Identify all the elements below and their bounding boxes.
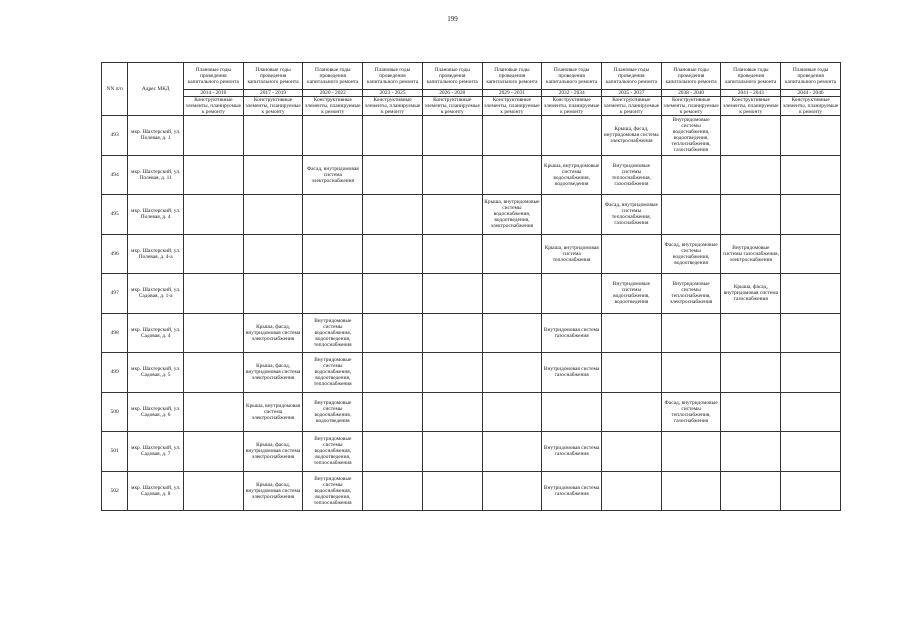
header-elements-label: Конструктивные элементы, планируемые к ремонту [303,97,363,116]
row-address: мкр. Шахтерский, ул. Садовая, д. 7 [128,432,184,472]
row-number: 500 [102,392,128,432]
row-number: 499 [102,353,128,393]
repair-elements-cell [183,432,243,472]
repair-elements-cell [781,471,841,511]
row-address: мкр. Шахтерский, ул. Садовая, д. 4 [128,313,184,353]
repair-elements-cell: Внутридомовые системы водоснабжения, водоотведения [602,274,662,314]
repair-elements-cell [602,353,662,393]
repair-elements-cell [602,313,662,353]
row-number: 501 [102,432,128,472]
row-address: мкр. Шахтерский, ул. Садовая, д. 6 [128,392,184,432]
repair-elements-cell [422,392,482,432]
repair-elements-cell [482,155,542,195]
header-period-title: Плановые годы проведения капитального ремонта [303,63,363,90]
repair-elements-cell [721,392,781,432]
row-address: мкр. Шахтерский, ул. Садовая, д. 5 [128,353,184,393]
row-address: мкр. Шахтерский, ул. Садовая, д. 1-а [128,274,184,314]
repair-elements-cell [781,116,841,156]
repair-elements-cell [602,432,662,472]
row-address: мкр. Шахтерский, ул. Садовая, д. 8 [128,471,184,511]
header-period-years: 2035 - 2037 [602,90,662,97]
repair-elements-cell [661,313,721,353]
repair-elements-cell [661,353,721,393]
row-address: мкр. Шахтерский, ул. Полевая, д. 11 [128,155,184,195]
header-elements-label: Конструктивные элементы, планируемые к ремонту [661,97,721,116]
repair-elements-cell [363,116,423,156]
header-elements-label: Конструктивные элементы, планируемые к ремонту [422,97,482,116]
repair-elements-cell [661,471,721,511]
repair-elements-cell [363,353,423,393]
repair-elements-cell [602,392,662,432]
repair-elements-cell [183,274,243,314]
page-number: 199 [447,15,458,23]
repair-elements-cell [721,116,781,156]
repair-elements-cell [542,274,602,314]
repair-elements-cell [721,155,781,195]
repair-elements-cell [183,353,243,393]
repair-elements-cell: Внутридомовые системы водоснабжения, водоотведения, теплоснабжения [303,432,363,472]
header-period-years: 2026 - 2028 [422,90,482,97]
header-elements-label: Конструктивные элементы, планируемые к ремонту [482,97,542,116]
repair-elements-cell [482,432,542,472]
header-period-title: Плановые годы проведения капитального ремонта [661,63,721,90]
repair-elements-cell [482,313,542,353]
repair-elements-cell: Крыша, внутридомовые системы водоснабжения, водоотведения, электроснабжения [482,195,542,235]
repair-elements-cell [721,313,781,353]
row-number: 497 [102,274,128,314]
row-address: мкр. Шахтерский, ул. Полевая, д. 1 [128,116,184,156]
capital-repair-table [101,62,841,511]
header-elements-label: Конструктивные элементы, планируемые к ремонту [721,97,781,116]
repair-elements-cell [721,195,781,235]
table-row [102,155,841,195]
header-period-title: Плановые годы проведения капитального ремонта [542,63,602,90]
header-period-title: Плановые годы проведения капитального ремонта [183,63,243,90]
header-elements-label: Конструктивные элементы, планируемые к ремонту [781,97,841,116]
repair-elements-cell: Внутридомовые системы газоснабжения, электроснабжения [721,234,781,274]
repair-elements-cell: Внутридомовая система газоснабжения [542,432,602,472]
repair-elements-cell [602,471,662,511]
repair-elements-cell: Внутридомовая система газоснабжения [542,471,602,511]
repair-elements-cell [363,392,423,432]
repair-elements-cell [422,274,482,314]
header-elements-label: Конструктивные элементы, планируемые к ремонту [602,97,662,116]
table-row [102,116,841,156]
header-number: NN п/п [102,63,128,116]
repair-elements-cell [183,471,243,511]
table-row [102,274,841,314]
repair-elements-cell: Внутридомовые системы водоснабжения, водоотведения, теплоснабжения [303,313,363,353]
repair-elements-cell [183,116,243,156]
repair-elements-cell [482,392,542,432]
header-period-years: 2014 - 2016 [183,90,243,97]
row-address: мкр. Шахтерский, ул. Полевая, д. 4 [128,195,184,235]
repair-elements-cell [303,116,363,156]
table-row [102,471,841,511]
repair-elements-cell: Крыша, внутридомовая система теплоснабжения [542,234,602,274]
header-period-years: 2041 - 2043 [721,90,781,97]
repair-elements-cell [482,274,542,314]
repair-elements-cell [303,274,363,314]
repair-elements-cell [661,155,721,195]
repair-elements-cell [721,353,781,393]
repair-elements-cell [422,313,482,353]
header-elements-label: Конструктивные элементы, планируемые к ремонту [183,97,243,116]
repair-elements-cell: Внутридомовые системы водоснабжения, водоотведения, теплоснабжения [303,353,363,393]
row-address: мкр. Шахтерский, ул. Полевая, д. 4-а [128,234,184,274]
repair-elements-cell: Внутридомовые системы теплоснабжения, электроснабжения [661,274,721,314]
repair-elements-cell [243,234,303,274]
table-row [102,313,841,353]
repair-elements-cell [661,195,721,235]
header-period-years: 2029 - 2031 [482,90,542,97]
repair-elements-cell: Крыша, фасад, внутридомовая система электроснабжения [243,432,303,472]
header-elements-label: Конструктивные элементы, планируемые к ремонту [243,97,303,116]
header-period-years: 2032 - 2034 [542,90,602,97]
header-period-years: 2017 - 2019 [243,90,303,97]
header-period-title: Плановые годы проведения капитального ремонта [781,63,841,90]
repair-elements-cell: Крыша, фасад, внутридомовая система электроснабжения [602,116,662,156]
repair-elements-cell: Крыша, внутридомовая система электроснабжения [243,392,303,432]
repair-elements-cell [781,313,841,353]
repair-elements-cell: Фасад, внутридомовые системы теплоснабжения, газоснабжения [661,392,721,432]
repair-elements-cell [363,313,423,353]
repair-elements-cell: Крыша, фасад, внутридомовая система электроснабжения [243,353,303,393]
repair-elements-cell [303,195,363,235]
table-row [102,353,841,393]
repair-elements-cell [781,155,841,195]
repair-elements-cell [602,234,662,274]
repair-elements-cell [422,195,482,235]
repair-elements-cell: Внутридомовые системы водоснабжения, водоотведения [303,392,363,432]
repair-elements-cell: Фасад, внутридомовая система электроснабжения [303,155,363,195]
row-number: 493 [102,116,128,156]
repair-elements-cell [781,195,841,235]
repair-elements-cell [303,234,363,274]
repair-elements-cell [422,234,482,274]
repair-elements-cell [781,432,841,472]
repair-elements-cell [422,471,482,511]
repair-elements-cell [422,353,482,393]
repair-elements-cell [243,195,303,235]
repair-elements-cell [661,432,721,472]
header-period-years: 2044 - 2046 [781,90,841,97]
table-row [102,234,841,274]
repair-elements-cell [183,234,243,274]
repair-elements-cell [363,155,423,195]
repair-elements-cell: Крыша, фасад, внутридомовая система электроснабжения [243,313,303,353]
repair-elements-cell [482,353,542,393]
repair-elements-cell: Крыша, внутридомовые системы водоснабжения, водоотведения [542,155,602,195]
repair-elements-cell [422,432,482,472]
repair-elements-cell: Внутридомовые системы теплоснабжения, газоснабжения [602,155,662,195]
repair-elements-cell: Крыша, фасад, внутридомовая система электроснабжения [243,471,303,511]
repair-elements-cell [183,195,243,235]
row-number: 502 [102,471,128,511]
repair-elements-cell [363,234,423,274]
repair-elements-cell [781,234,841,274]
table-row [102,195,841,235]
repair-elements-cell [183,392,243,432]
header-address: Адрес МКД [128,63,184,116]
repair-elements-cell [422,116,482,156]
row-number: 495 [102,195,128,235]
row-number: 494 [102,155,128,195]
header-period-title: Плановые годы проведения капитального ремонта [363,63,423,90]
repair-elements-cell [721,432,781,472]
table-row [102,392,841,432]
repair-elements-cell [482,471,542,511]
repair-elements-cell [781,353,841,393]
repair-elements-cell [542,392,602,432]
header-period-title: Плановые годы проведения капитального ремонта [482,63,542,90]
header-period-title: Плановые годы проведения капитального ремонта [422,63,482,90]
repair-elements-cell: Крыша, фасад, внутридомовая система газоснабжения [721,274,781,314]
header-period-title: Плановые годы проведения капитального ремонта [602,63,662,90]
repair-elements-cell [363,195,423,235]
repair-elements-cell: Фасад, внутридомовые системы теплоснабжения, газоснабжения [602,195,662,235]
repair-elements-cell [781,392,841,432]
repair-elements-cell: Внутридомовая система газоснабжения [542,313,602,353]
header-period-title: Плановые годы проведения капитального ремонта [721,63,781,90]
repair-elements-cell [542,116,602,156]
repair-elements-cell [422,155,482,195]
row-number: 496 [102,234,128,274]
repair-elements-cell [721,471,781,511]
table-row [102,432,841,472]
header-elements-label: Конструктивные элементы, планируемые к ремонту [542,97,602,116]
repair-elements-cell: Внутридомовые системы водоснабжения, водоотведения, теплоснабжения [303,471,363,511]
header-elements-label: Конструктивные элементы, планируемые к ремонту [363,97,423,116]
repair-elements-cell [482,116,542,156]
repair-elements-cell [243,116,303,156]
repair-elements-cell [363,432,423,472]
repair-elements-cell [542,195,602,235]
repair-elements-cell [243,274,303,314]
header-period-title: Плановые годы проведения капитального ремонта [243,63,303,90]
header-period-years: 2023 - 2025 [363,90,423,97]
repair-elements-cell: Фасад, внутридомовые системы водоснабжения, водоотведения [661,234,721,274]
repair-elements-cell [363,471,423,511]
header-period-years: 2020 - 2022 [303,90,363,97]
repair-elements-cell: Внутридомовая система газоснабжения [542,353,602,393]
repair-elements-cell [363,274,423,314]
header-period-years: 2038 - 2040 [661,90,721,97]
repair-elements-cell [243,155,303,195]
repair-elements-cell [183,313,243,353]
repair-elements-cell [781,274,841,314]
repair-elements-cell [183,155,243,195]
row-number: 498 [102,313,128,353]
repair-elements-cell [482,234,542,274]
repair-elements-cell: Внутридомовые системы водоснабжения, водоотведения, теплоснабжения, газоснабжения [661,116,721,156]
